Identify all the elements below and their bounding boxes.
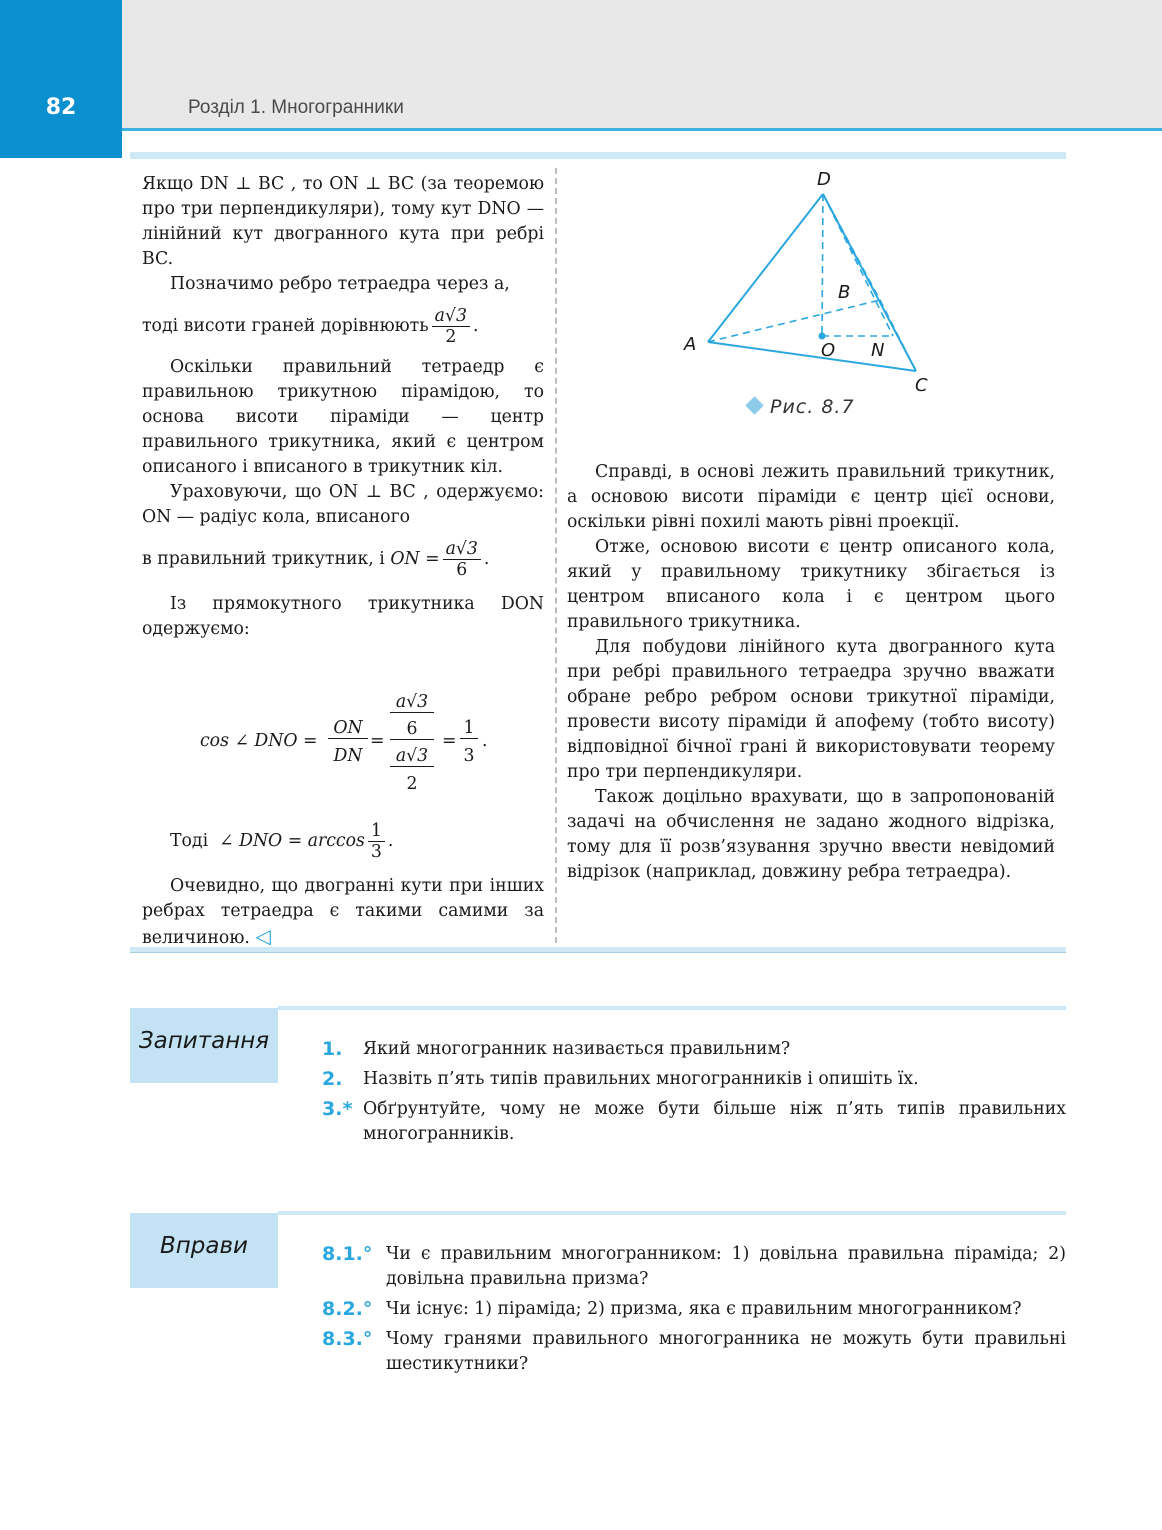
- right-paragraph-1: Справді, в основі лежить правильний трикутник, а основою висоти піраміди є центр цієї основи, оскільки рівні похилі мають рівні проекції.: [567, 462, 1055, 532]
- eq-six: 6: [390, 719, 434, 740]
- right-paragraph-2: Отже, основою висоти є центр описаного кола, який у правильному трикутнику збігається із центром вписаного кола і є центром цього правильного трикутника.: [567, 537, 1055, 632]
- header-divider: [122, 128, 1162, 131]
- paragraph-4: Ураховуючи, що ON ⊥ BC , одержуємо: ON — радіус кола, вписаного: [142, 482, 544, 527]
- on-radius-line: в правильний трикутник, і ON = $\frac{a√3}{6}$ .: [142, 538, 490, 580]
- question-text: Назвіть п’ять типів правильних многогранників і опишіть їх.: [363, 1069, 919, 1089]
- exercise-text: Чому гранями правильного многогранника не можуть бути правильні шестикутники?: [386, 1329, 1066, 1374]
- exercise-number: 8.1.°: [322, 1243, 373, 1265]
- fraction-denominator: 6: [456, 559, 468, 580]
- question-number: 1.: [322, 1038, 343, 1060]
- left-column-lower: [142, 812, 544, 951]
- eq-equals-1: =: [370, 731, 385, 751]
- paragraph-2: Позначимо ребро тетраедра через a,: [170, 274, 510, 294]
- fraction-denominator: 2: [445, 326, 457, 347]
- fraction-denominator: 3: [370, 841, 382, 862]
- question-number: 3.*: [322, 1098, 353, 1120]
- figure-caption: [748, 396, 855, 418]
- exercise-number: 8.3.°: [322, 1328, 373, 1350]
- paragraph-7-text: Очевидно, що двогранні кути при інших ребрах тетраедра є такими самими за величиною.: [142, 876, 544, 948]
- fraction-a3-6: [443, 539, 481, 580]
- question-text: Обґрунтуйте, чому не може бути більше ніж п’ять типів правильних многогранників.: [363, 1099, 1066, 1144]
- question-item: [322, 1097, 1066, 1147]
- eq-three: 3: [463, 746, 475, 766]
- question-item: [322, 1037, 1066, 1062]
- label-d: D: [817, 169, 831, 190]
- exercises-top-line: [278, 1211, 1066, 1215]
- page-number: 82: [45, 95, 77, 120]
- on-equals: ON =: [390, 548, 440, 569]
- label-o: O: [821, 340, 836, 361]
- question-item: [322, 1067, 1066, 1092]
- eq-cos: cos ∠ DNO =: [200, 731, 318, 751]
- end-of-solution-icon: ◁: [255, 924, 271, 948]
- chapter-title: Розділ 1. Многогранники: [188, 97, 404, 118]
- paragraph-2b: тоді висоти граней дорівнюють: [142, 315, 429, 336]
- fraction-numerator: a√3: [443, 539, 481, 560]
- page-number-tab: [0, 0, 122, 158]
- paragraph-1: Якщо DN ⊥ BC , то ON ⊥ BC (за теоремою про три перпендикуляри), тому кут DNO — лінійний кут двогранного кута при ребрі BC.: [142, 174, 544, 269]
- exercise-text: Чи існує: 1) піраміда; 2) призма, яка є правильним многогранником?: [386, 1299, 1022, 1319]
- fraction-a3-2: [432, 306, 470, 347]
- exercise-item: [322, 1297, 1066, 1322]
- paragraph-4b: в правильний трикутник, і: [142, 548, 385, 569]
- exercise-item: [322, 1242, 1066, 1292]
- question-number: 2.: [322, 1068, 343, 1090]
- exercises-heading: Вправи: [130, 1213, 278, 1288]
- exercise-item: [322, 1327, 1066, 1377]
- label-c: C: [915, 375, 928, 396]
- page-header: [0, 0, 1162, 130]
- eq-two: 2: [406, 774, 418, 794]
- paragraph-7: [142, 874, 544, 951]
- exercises-list: [322, 1242, 1066, 1382]
- arccos-expression: ∠ DNO = arccos: [219, 830, 365, 851]
- edge-ab: [708, 300, 880, 342]
- right-paragraph-3: Для побудови лінійного кута двогранного кута при ребрі правильного тетраедра зручно вважати обране ребро ребром основи трикутної піраміди, провести висоту піраміди й апофему (тобто висоту) відповідної бічної грані й використовувати теорему про три перпендикуляри.: [567, 637, 1055, 782]
- eq-equals-2: =: [442, 731, 457, 751]
- eq-a3-bottom: a√3: [390, 746, 434, 767]
- arccos-line: Тоді ∠ DNO = arccos $\frac{1}{3}$ .: [170, 820, 394, 862]
- column-divider: [555, 168, 557, 943]
- edge-ac: [708, 342, 916, 371]
- left-column: [142, 172, 544, 642]
- solution-top-bar: [130, 152, 1066, 159]
- paragraph-3: Оскільки правильний тетраедр є правильною трикутною пірамідою, то основа висоти піраміди — центр правильного трикутника, який є центром описаного і вписаного в трикутник кіл.: [142, 357, 544, 477]
- fraction-numerator: a√3: [432, 306, 470, 327]
- right-paragraph-4: Також доцільно врахувати, що в запропонованій задачі на обчислення не задано жодного відрізка, тому для її розв’язування зручно ввести невідомий відрізок (наприклад, довжину ребра тетраедра).: [567, 787, 1055, 882]
- label-n: N: [871, 340, 885, 361]
- tetrahedron-figure: [680, 166, 940, 396]
- fraction-numerator: 1: [368, 821, 385, 842]
- question-text: Який многогранник називається правильним?: [363, 1039, 791, 1059]
- eq-a3-top: a√3: [390, 692, 434, 713]
- exercise-number: 8.2.°: [322, 1298, 373, 1320]
- face-height-line: тоді висоти граней дорівнюють $\frac{a√3}{2}$ .: [142, 305, 479, 347]
- point-o: [819, 333, 826, 340]
- label-a: A: [684, 334, 697, 355]
- fraction-1-3: [368, 821, 385, 862]
- figure-caption-text: Рис. 8.7: [770, 396, 855, 418]
- cosine-equation: [200, 686, 540, 806]
- questions-top-line: [278, 1006, 1066, 1010]
- eq-one: 1: [460, 718, 478, 739]
- height-do: [822, 194, 823, 336]
- questions-heading: Запитання: [130, 1008, 278, 1083]
- exercise-text: Чи є правильним многогранником: 1) довільна правильна піраміда; 2) довільна правильна призма?: [386, 1244, 1066, 1289]
- right-column: [567, 460, 1055, 885]
- then-word: Тоді: [170, 830, 209, 851]
- questions-list: [322, 1037, 1066, 1152]
- edge-da: [708, 194, 823, 342]
- paragraph-5: Із прямокутного трикутника DON одержуємо:: [142, 594, 544, 639]
- eq-dot: .: [482, 731, 488, 751]
- diamond-icon: [745, 396, 763, 414]
- label-b: B: [838, 282, 851, 303]
- eq-on: ON: [328, 718, 368, 739]
- eq-dn: DN: [333, 746, 363, 766]
